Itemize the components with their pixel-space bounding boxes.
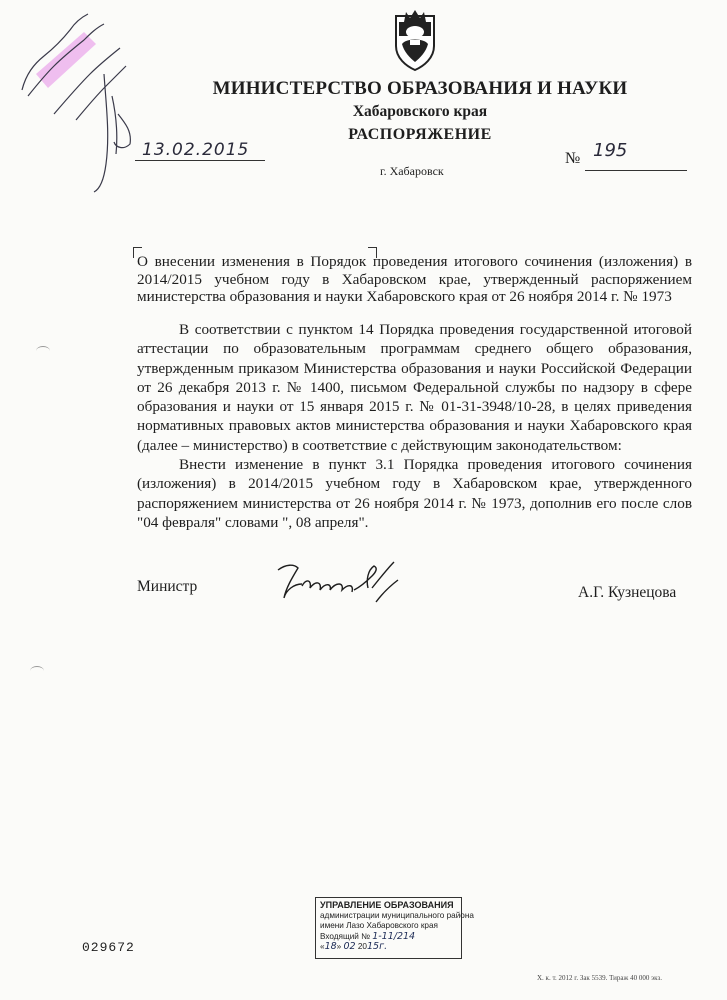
city-label: г. Хабаровск [380, 164, 444, 178]
stamp-incoming-number: 1-11/214 [372, 930, 416, 942]
body-paragraph-2: Внести изменение в пункт 3.1 Порядка проведения итогового сочинения (изложения) в 2014/2015 учебном году в Хабаровском крае, утвержденного распоряжением министерства от 26 ноября 2014 г. № 1973, дополнив его после слов "04 февраля" словами ", 08 апреля". [137, 456, 692, 531]
hole-punch-mark [36, 346, 50, 356]
date-underline [135, 160, 265, 161]
stamp-month: 02 [343, 941, 356, 952]
document-type: РАСПОРЯЖЕНИЕ [348, 126, 492, 143]
signer-name: А.Г. Кузнецова [578, 584, 677, 601]
coat-of-arms-emblem [390, 8, 440, 72]
form-serial-number: 029672 [82, 940, 135, 955]
stamp-year-suffix: 15г. [366, 941, 388, 952]
handwritten-margin-note [14, 4, 144, 194]
document-body [137, 320, 692, 532]
region-subtitle: Хабаровского края [352, 103, 488, 120]
document-subject: О внесении изменения в Порядок проведения итогового сочинения (изложения) в 2014/2015 учебном году в Хабаровском крае, утвержденный распоряжением министерства образования и науки Хабаровского края от 26 ноября 2014 г. № 1973 [137, 253, 692, 305]
stamp-incoming-row [320, 932, 457, 943]
stamp-organization: УПРАВЛЕНИЕ ОБРАЗОВАНИЯ [320, 900, 454, 910]
stamp-year-prefix: 20 [357, 942, 367, 951]
number-label: № [565, 150, 581, 167]
number-underline [585, 170, 687, 171]
hole-punch-mark [30, 666, 44, 676]
stamp-day: 18 [324, 941, 337, 952]
stamp-incoming-label: Входящий № [320, 931, 370, 941]
stamp-administration: администрации муниципального района [320, 910, 474, 920]
signer-position: Министр [137, 578, 198, 595]
handwritten-signature [272, 558, 412, 608]
print-info: Х. к. т. 2012 г. Зак 5539. Тираж 40 000 экз. [537, 974, 662, 982]
handwritten-number: 195 [593, 140, 628, 161]
stamp-date-row: «18» 02 2015г. [320, 941, 388, 952]
handwritten-date: 13.02.2015 [142, 140, 250, 160]
incoming-registration-stamp [315, 897, 474, 959]
stamp-district: имени Лазо Хабаровского края [320, 921, 438, 930]
ministry-title: МИНИСТЕРСТВО ОБРАЗОВАНИЯ И НАУКИ [212, 78, 628, 99]
body-paragraph-1: В соответствии с пунктом 14 Порядка проведения государственной итоговой аттестации по образовательным программам среднего общего образования, утвержденным приказом Министерства образования и науки Российской Федерации от 26 декабря 2013 г. № 1400, письмом Федеральной службы по надзору в сфере образования и науки от 15 января 2015 г. № 01-31-3948/10-28, в целях приведения нормативных правовых актов министерства образования и науки Хабаровского края (далее – министерство) в соответствие с действующим законодательством: [137, 321, 692, 454]
